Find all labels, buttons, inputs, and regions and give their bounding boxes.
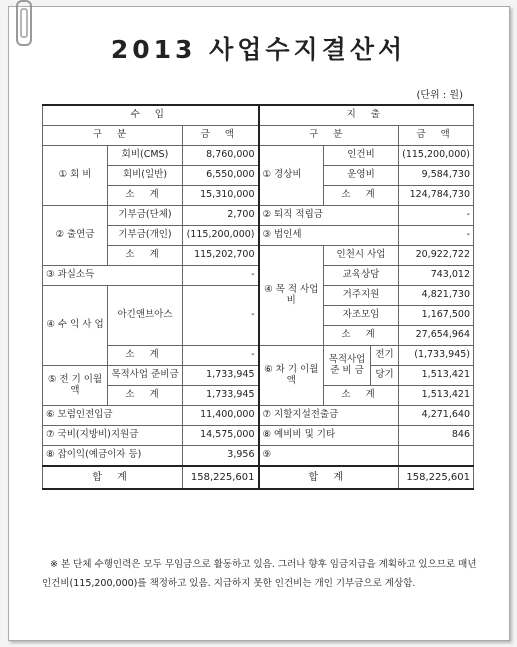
- expense-transfer-label: ⑦ 지할지설전출금: [259, 406, 399, 426]
- settlement-table: [42, 104, 474, 490]
- income-passthrough-amount: -: [183, 266, 259, 286]
- table-row: [43, 426, 474, 446]
- expense-purpose-sub1-amount: 20,922,722: [399, 246, 474, 266]
- income-business-item-amount: -: [183, 286, 259, 346]
- table-subheader-row: [43, 126, 474, 146]
- expense-purpose-sub4-label: 자조모임: [324, 306, 399, 326]
- expense-purpose-subtotal-amount: 27,654,964: [399, 326, 474, 346]
- income-membership-cms-amount: 8,760,000: [183, 146, 259, 166]
- table-row: [43, 206, 474, 226]
- expense-nextcarry-prev-amount: (1,733,945): [399, 346, 474, 366]
- income-total-label: 합 계: [43, 466, 183, 489]
- income-membership-label: ① 회 비: [43, 146, 108, 206]
- income-business-subtotal-amount: -: [183, 346, 259, 366]
- expense-category-header: 구 분: [259, 126, 399, 146]
- table-row: [43, 246, 474, 266]
- expense-purpose-sub2-amount: 743,012: [399, 266, 474, 286]
- expense-transfer-amount: 4,271,640: [399, 406, 474, 426]
- unit-label: (단위 : 원): [416, 90, 463, 101]
- expense-severance-amount: -: [399, 206, 474, 226]
- income-business-subtotal-label: 소 계: [108, 346, 183, 366]
- income-carryover-reserve-label: 목적사업 준비금: [108, 366, 183, 386]
- expense-nextcarry-prev-label: 전기: [371, 346, 399, 366]
- income-fundraising-amount: 11,400,000: [183, 406, 259, 426]
- table-row: [43, 366, 474, 386]
- table-row: [43, 266, 474, 286]
- expense-admin-amount: 9,584,730: [399, 166, 474, 186]
- income-donation-label: ② 출연금: [43, 206, 108, 266]
- expense-admin-label: 운영비: [324, 166, 399, 186]
- expense-purpose-label: ④ 목 적 사업비: [259, 246, 324, 346]
- expense-amount-header: 금 액: [399, 126, 474, 146]
- expense-operating-subtotal-amount: 124,784,730: [399, 186, 474, 206]
- income-membership-subtotal-amount: 15,310,000: [183, 186, 259, 206]
- table-row: [43, 446, 474, 467]
- income-membership-cms-label: 회비(CMS): [108, 146, 183, 166]
- income-passthrough-label: ③ 과실소득: [43, 266, 183, 286]
- income-subsidy-label: ⑦ 국비(지방비)지원금: [43, 426, 183, 446]
- expense-header: 지 출: [259, 105, 474, 126]
- income-business-label: ④ 수 익 사 업: [43, 286, 108, 366]
- expense-reserve-amount: 846: [399, 426, 474, 446]
- expense-purpose-sub4-amount: 1,167,500: [399, 306, 474, 326]
- expense-total-amount: 158,225,601: [399, 466, 474, 489]
- expense-operating-subtotal-label: 소 계: [324, 186, 399, 206]
- footnote: ※ 본 단체 수행인력은 모두 무임금으로 활동하고 있음. 그러나 향후 임금지급을 계획하고 있으므로 매년 인건비(115,200,000)를 책정하고 있음. 지급하지 못한 인건비는 개인 기부금으로 계상함.: [42, 559, 477, 589]
- income-misc-amount: 3,956: [183, 446, 259, 467]
- income-membership-subtotal-label: 소 계: [108, 186, 183, 206]
- expense-nextcarry-curr-label: 당기: [371, 366, 399, 386]
- income-donation-personal-label: 기부금(개인): [108, 226, 183, 246]
- expense-nextcarry-curr-amount: 1,513,421: [399, 366, 474, 386]
- income-carryover-subtotal-amount: 1,733,945: [183, 386, 259, 406]
- expense-purpose-sub1-label: 인천시 사업: [324, 246, 399, 266]
- income-donation-group-amount: 2,700: [183, 206, 259, 226]
- income-membership-general-label: 회비(일반): [108, 166, 183, 186]
- expense-operating-label: ① 경상비: [259, 146, 324, 206]
- income-donation-personal-amount: (115,200,000): [183, 226, 259, 246]
- expense-blank-label: ⑨: [259, 446, 399, 467]
- income-total-amount: 158,225,601: [183, 466, 259, 489]
- income-carryover-label: ⑤ 전 기 이월액: [43, 366, 108, 406]
- income-header: 수 입: [43, 105, 259, 126]
- expense-purpose-sub3-amount: 4,821,730: [399, 286, 474, 306]
- table-row: [43, 286, 474, 306]
- table-row: [43, 346, 474, 366]
- expense-blank-amount: [399, 446, 474, 467]
- income-membership-general-amount: 6,550,000: [183, 166, 259, 186]
- expense-personnel-label: 인건비: [324, 146, 399, 166]
- expense-personnel-amount: (115,200,000): [399, 146, 474, 166]
- expense-nextcarry-subtotal-label: 소 계: [324, 386, 399, 406]
- expense-total-label: 합 계: [259, 466, 399, 489]
- income-misc-label: ⑧ 잡이익(예금이자 등): [43, 446, 183, 467]
- expense-purpose-subtotal-label: 소 계: [324, 326, 399, 346]
- income-business-item-label: 아긴앤브아스: [108, 286, 183, 346]
- expense-purpose-sub2-label: 교육상담: [324, 266, 399, 286]
- expense-purpose-sub3-label: 거주지원: [324, 286, 399, 306]
- expense-reserve-label: ⑧ 예비비 및 기타: [259, 426, 399, 446]
- income-carryover-reserve-amount: 1,733,945: [183, 366, 259, 386]
- income-donation-subtotal-label: 소 계: [108, 246, 183, 266]
- expense-nextcarry-subtotal-amount: 1,513,421: [399, 386, 474, 406]
- expense-corporate-tax-amount: -: [399, 226, 474, 246]
- expense-nextcarry-reserve-label: 목적사업 준 비 금: [324, 346, 371, 386]
- income-carryover-subtotal-label: 소 계: [108, 386, 183, 406]
- income-amount-header: 금 액: [183, 126, 259, 146]
- expense-nextcarry-label: ⑥ 차 기 이월액: [259, 346, 324, 406]
- document-title: 2013 사업수지결산서: [110, 35, 407, 64]
- expense-severance-label: ② 퇴직 적립금: [259, 206, 399, 226]
- table-row: [43, 166, 474, 186]
- table-total-row: [43, 466, 474, 489]
- income-subsidy-amount: 14,575,000: [183, 426, 259, 446]
- table-header-row: [43, 105, 474, 126]
- table-row: [43, 406, 474, 426]
- income-donation-subtotal-amount: 115,202,700: [183, 246, 259, 266]
- income-category-header: 구 분: [43, 126, 183, 146]
- table-row: [43, 186, 474, 206]
- table-row: [43, 386, 474, 406]
- income-fundraising-label: ⑥ 모럼인전입금: [43, 406, 183, 426]
- table-row: [43, 146, 474, 166]
- expense-corporate-tax-label: ③ 법인세: [259, 226, 399, 246]
- table-row: [43, 226, 474, 246]
- income-donation-group-label: 기부금(단체): [108, 206, 183, 226]
